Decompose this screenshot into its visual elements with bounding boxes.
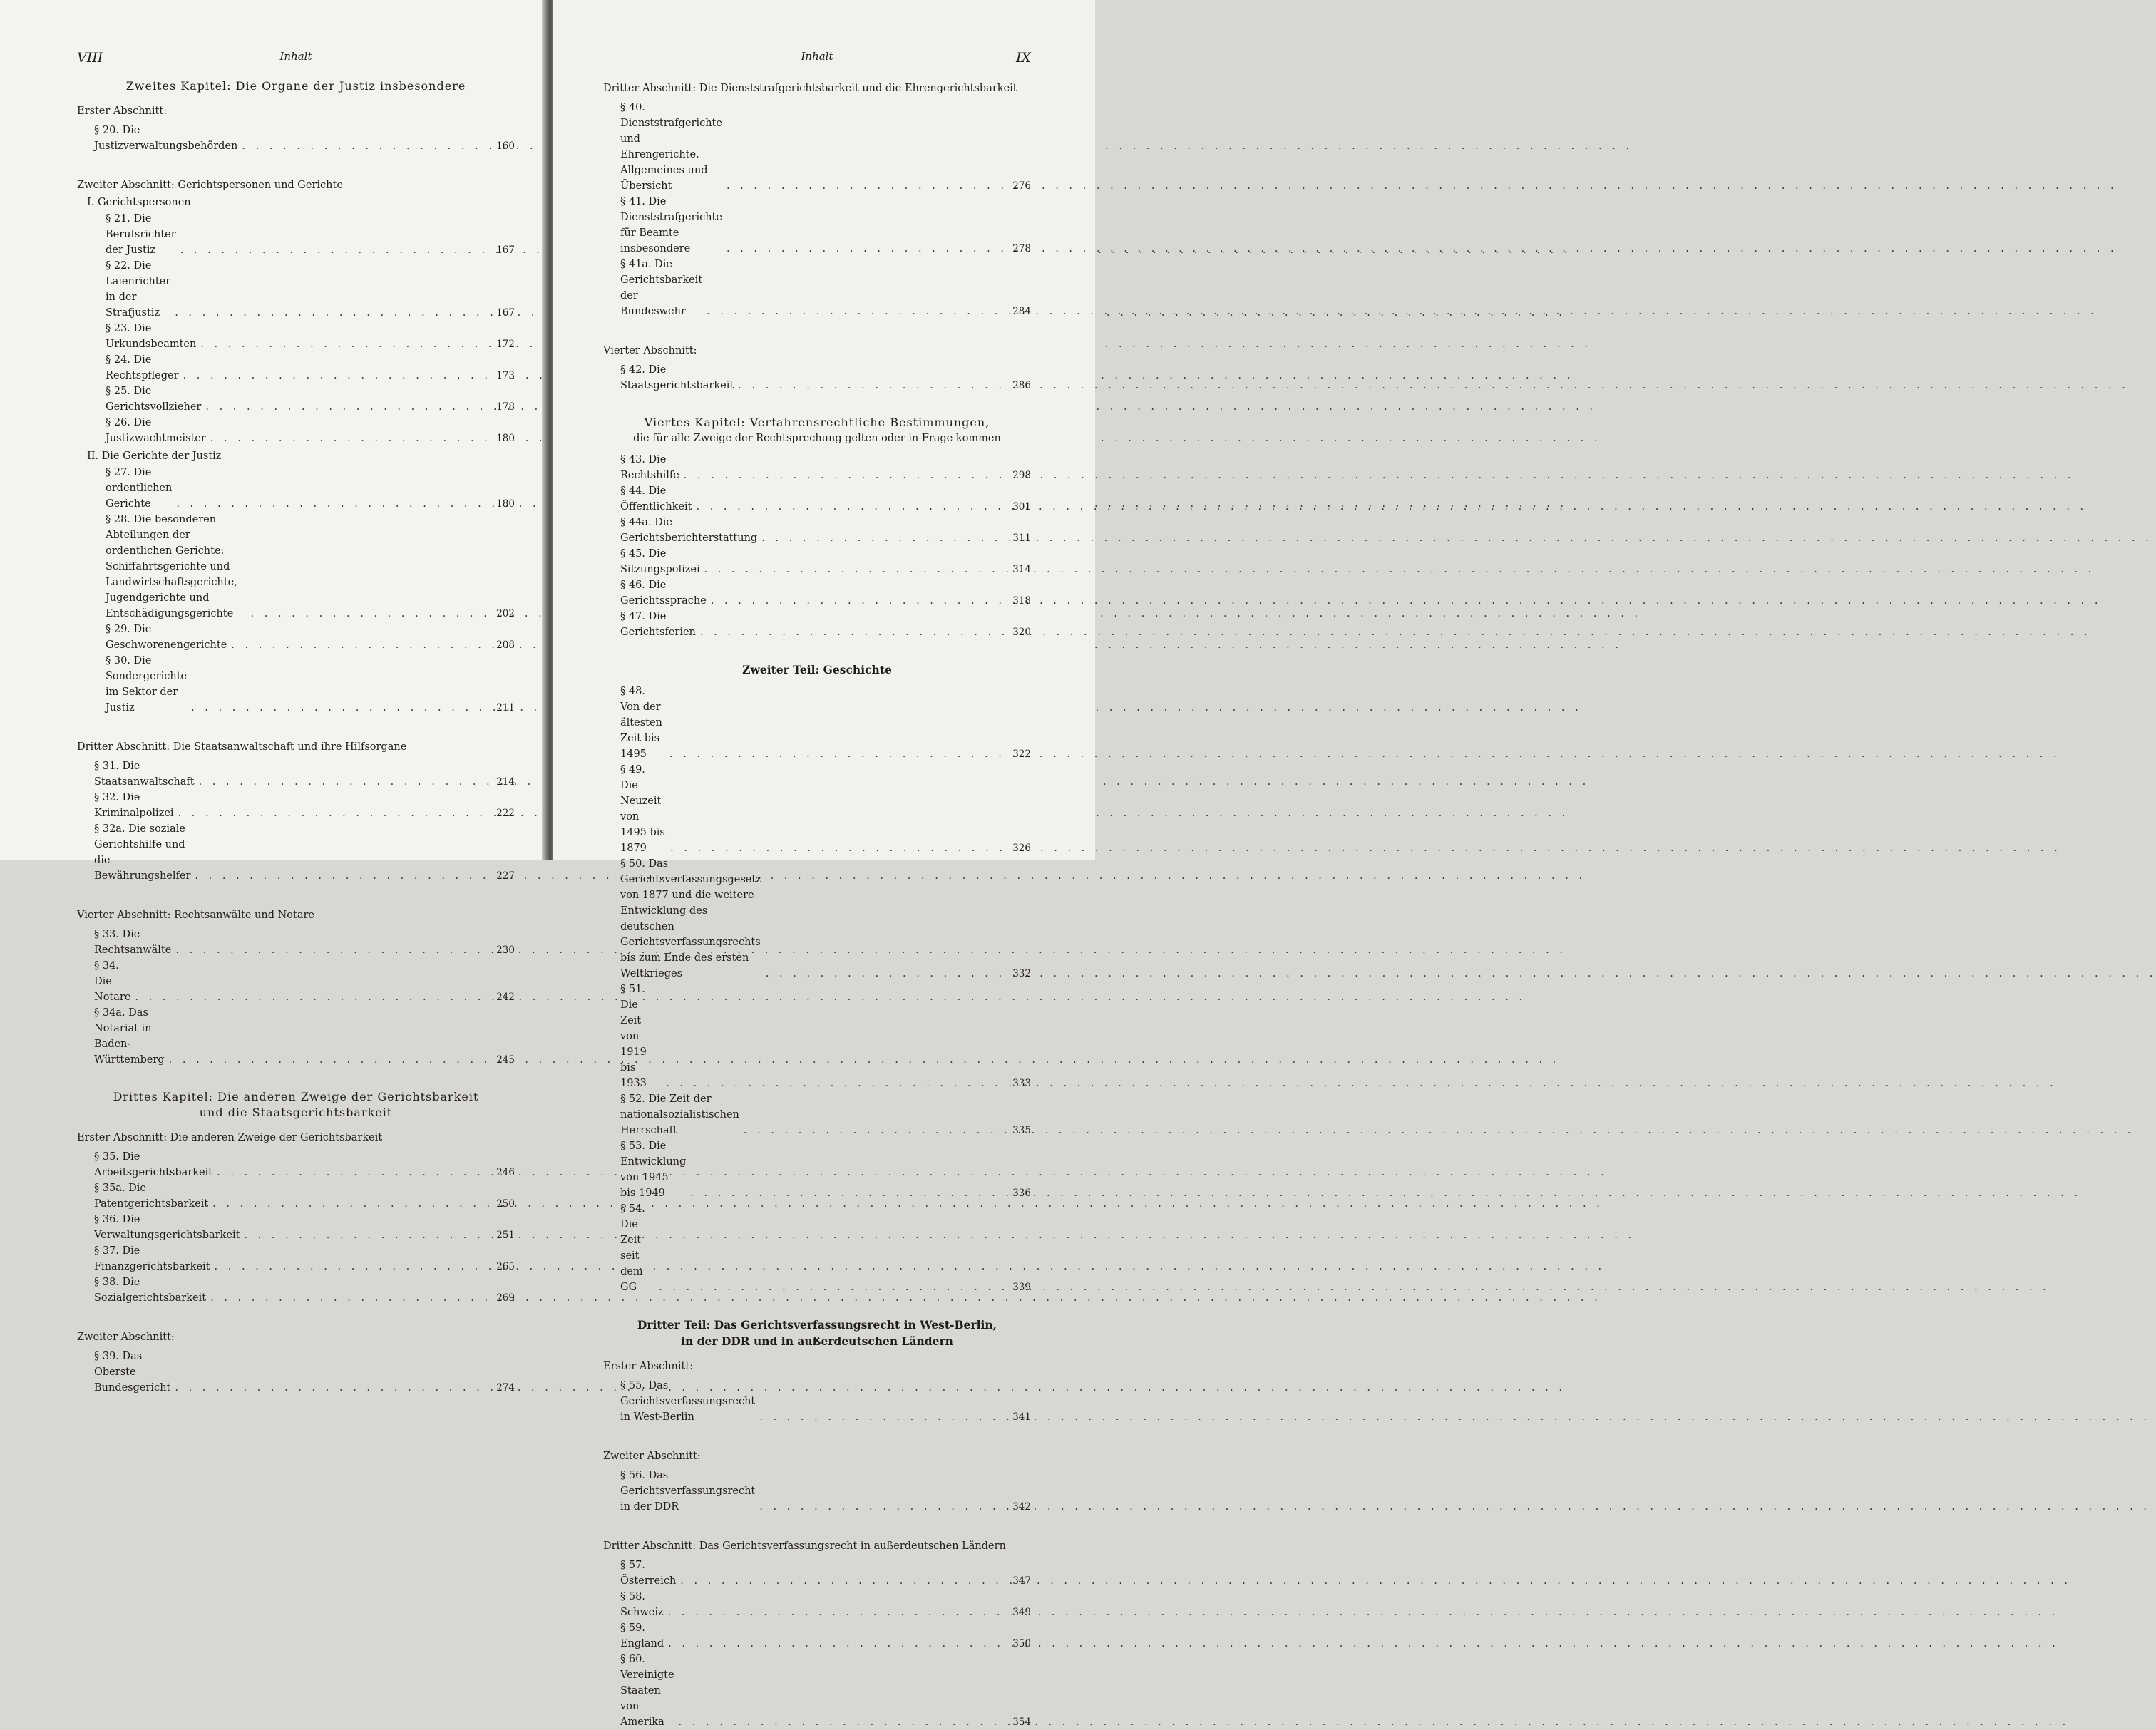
toc-entry-title: § 34. Die Notare: [94, 960, 131, 1003]
toc-entry-title: § 58. Schweiz: [620, 1591, 664, 1618]
toc-entry-title: § 23. Die Urkundsbeamten: [106, 323, 197, 350]
toc-entry-page: 284: [1012, 306, 1031, 317]
section-title: Zweiter Abschnitt:: [77, 1332, 175, 1343]
section-title: Dritter Abschnitt: Die Dienststrafgerichtsbarkeit und die Ehrengerichtsbarkeit: [603, 83, 1017, 94]
toc-entry: [603, 100, 1031, 194]
toc-entry-page: 286: [1012, 380, 1031, 391]
dot-leader: [669, 746, 1005, 762]
toc-entry-page: 172: [496, 339, 515, 350]
dot-leader: [244, 1227, 489, 1243]
toc-entry: [603, 362, 1031, 393]
toc-entry: [77, 321, 515, 352]
dot-leader: [175, 942, 489, 958]
toc-entry: [77, 1005, 515, 1068]
toc-entry-title: § 35. Die Arbeitsgerichtsbarkeit: [94, 1151, 213, 1178]
toc-entry-page: 278: [1012, 243, 1031, 254]
group-title: I. Gerichtspersonen: [87, 197, 191, 208]
toc-entry: [603, 483, 1031, 515]
dot-leader: [183, 368, 489, 383]
toc-entry-page: 208: [496, 639, 515, 651]
dot-leader: [205, 399, 489, 415]
chapter-heading-line: Viertes Kapitel: Verfahrensrechtliche Bestimmungen,: [644, 416, 990, 429]
dot-leader: [711, 593, 1005, 609]
toc-entry-title: § 27. Die ordentlichen Gerichte: [106, 467, 173, 510]
toc-entry-title: § 44. Die Öffentlichkeit: [620, 485, 692, 513]
dot-leader: [178, 805, 489, 821]
section-title: Erster Abschnitt:: [77, 105, 168, 117]
toc-list: [77, 758, 515, 884]
toc-entry-page: 160: [496, 140, 515, 152]
toc-entry-title: § 34a. Das Notariat in Baden-Württemberg: [94, 1007, 165, 1066]
toc-entry: [77, 211, 515, 258]
dot-leader: [175, 305, 489, 321]
dot-leader: [759, 1409, 1005, 1425]
toc-entry-page: 246: [496, 1167, 515, 1178]
toc-entry: [77, 821, 515, 884]
dot-leader: [680, 1573, 1005, 1589]
toc-entry: [603, 1138, 1031, 1201]
toc-entry-page: 173: [496, 370, 515, 381]
toc-entry-title: § 57. Österreich: [620, 1560, 677, 1587]
toc-list: [603, 684, 1031, 1295]
toc-entry-title: § 41. Die Dienststrafgerichte für Beamte insbesondere: [620, 196, 722, 254]
toc-entry: [603, 856, 1031, 982]
toc-entry-title: § 35a. Die Patentgerichtsbarkeit: [94, 1183, 209, 1210]
toc-entry: [603, 1201, 1031, 1295]
toc-entry-page: 167: [496, 244, 515, 256]
running-head: [77, 50, 515, 71]
dot-leader: [210, 431, 489, 446]
dot-leader: [759, 1499, 1005, 1515]
toc-entry-page: 336: [1012, 1188, 1031, 1199]
toc-entry-page: 202: [496, 608, 515, 619]
toc-entry-page: 301: [1012, 501, 1031, 513]
toc-entry-page: 211: [496, 702, 515, 714]
toc-entry: [603, 1378, 1031, 1425]
toc-entry-page: 245: [496, 1054, 515, 1066]
toc-entry-page: 335: [1012, 1125, 1031, 1136]
toc-entry-title: § 39. Das Oberste Bundesgericht: [94, 1351, 171, 1394]
toc-entry-page: 342: [1012, 1501, 1031, 1513]
toc-entry-title: § 31. Die Staatsanwaltschaft: [94, 761, 195, 788]
toc-entry: [77, 352, 515, 383]
toc-entry-page: 350: [1012, 1638, 1031, 1649]
toc-entry: [77, 258, 515, 321]
toc-list: [77, 123, 515, 154]
dot-leader: [668, 1636, 1005, 1652]
toc-entry: [603, 1589, 1031, 1620]
chapter-heading: [603, 415, 1031, 446]
dot-leader: [215, 1259, 489, 1275]
toc-entry: [603, 982, 1031, 1091]
toc-entry-page: 326: [1012, 843, 1031, 854]
toc-entry: [77, 927, 515, 958]
right-page: [553, 0, 1095, 1728]
chapter-heading-line: Drittes Kapitel: Die anderen Zweige der Gerichtsbarkeit: [113, 1090, 479, 1103]
toc-entry-page: 311: [1012, 532, 1031, 544]
toc-entry: [77, 653, 515, 716]
dot-leader: [704, 562, 1005, 577]
chapter-heading: [77, 1089, 515, 1121]
chapter-heading: Zweites Kapitel: Die Organe der Justiz insbesondere: [125, 79, 466, 93]
toc-entry: [77, 1180, 515, 1212]
toc-entry-page: 180: [496, 498, 515, 510]
dot-leader: [251, 606, 490, 622]
toc-entry: [77, 1349, 515, 1396]
toc-list: [77, 927, 515, 1068]
toc-entry: [77, 512, 515, 622]
toc-entry-title: § 41a. Die Gerichtsbarkeit der Bundeswehr: [620, 259, 703, 317]
toc-entry-title: § 59. England: [620, 1622, 664, 1649]
toc-entry: [77, 383, 515, 415]
toc-entry-title: § 44a. Die Gerichtsberichterstattung: [620, 517, 758, 544]
toc-list: [603, 1378, 1031, 1425]
running-title: Inhalt: [801, 50, 833, 63]
toc-entry: [603, 1557, 1031, 1589]
toc-entry-title: § 53. Die Entwicklung von 1945 bis 1949: [620, 1141, 687, 1199]
toc-entry-title: § 32. Die Kriminalpolizei: [94, 792, 174, 819]
toc-entry-title: § 49. Die Neuzeit von 1495 bis 1879: [620, 764, 665, 854]
toc-entry-title: § 45. Die Sitzungspolizei: [620, 548, 700, 575]
toc-entry: [603, 194, 1031, 257]
toc-entry-title: § 40. Dienststrafgerichte und Ehrengerichte. Allgemeines und Übersicht: [620, 102, 722, 192]
section-title: Dritter Abschnitt: Die Staatsanwaltschaft und ihre Hilfsorgane: [77, 741, 407, 753]
dot-leader: [200, 336, 489, 352]
part-heading-line: in der DDR und in außerdeutschen Ländern: [681, 1334, 953, 1348]
dot-leader: [169, 1052, 489, 1068]
toc-entry-page: 250: [496, 1198, 515, 1210]
dot-leader: [175, 1380, 489, 1396]
toc-list: [603, 362, 1031, 393]
toc-entry-title: § 24. Die Rechtspfleger: [106, 354, 179, 381]
dot-leader: [180, 242, 489, 258]
toc-entry-page: 354: [1012, 1716, 1031, 1728]
toc-entry-title: § 33. Die Rechtsanwälte: [94, 929, 172, 956]
dot-leader: [659, 1280, 1005, 1295]
toc-entry-title: § 42. Die Staatsgerichtsbarkeit: [620, 364, 734, 391]
toc-entry-page: 314: [1012, 564, 1031, 575]
toc-entry: [77, 1275, 515, 1306]
part-heading: Zweiter Teil: Geschichte: [742, 663, 892, 676]
toc-list: [77, 211, 515, 446]
toc-entry-title: § 52. Die Zeit der nationalsozialistischen Herrschaft: [620, 1093, 739, 1136]
toc-entry-page: 347: [1012, 1575, 1031, 1587]
toc-entry-title: § 26. Die Justizwachtmeister: [106, 417, 206, 444]
toc-entry: [77, 622, 515, 653]
toc-entry: [603, 577, 1031, 609]
toc-entry-title: § 55. Das Gerichtsverfassungsrecht in West-Berlin: [620, 1380, 756, 1423]
toc-entry-page: 178: [496, 401, 515, 413]
toc-list: [77, 465, 515, 716]
section-title: Erster Abschnitt: Die anderen Zweige der Gerichtsbarkeit: [77, 1132, 383, 1143]
toc-list: [603, 100, 1031, 319]
toc-entry-title: § 43. Die Rechtshilfe: [620, 454, 679, 481]
toc-entry-page: 349: [1012, 1607, 1031, 1618]
dot-leader: [727, 178, 1005, 194]
toc-entry-title: § 28. Die besonderen Abteilungen der ordentlichen Gerichte: Schiffahrtsgerichte und Landwirtschaftsgerichte, Jugendgerichte und Entschädigungsgerichte: [106, 514, 237, 619]
page-number: VIII: [77, 50, 103, 66]
toc-list: [603, 1468, 1031, 1515]
dot-leader: [738, 378, 1005, 393]
toc-entry-title: § 48. Von der ältesten Zeit bis 1495: [620, 686, 662, 760]
dot-leader: [668, 1605, 1005, 1620]
part-heading: [603, 1317, 1031, 1349]
toc-entry: [603, 257, 1031, 319]
toc-entry: [77, 1243, 515, 1275]
toc-entry-title: § 50. Das Gerichtsverfassungsgesetz von 1877 und die weitere Entwicklung des deutschen Gerichtsverfassungsrechts bis zum Ende des ersten Weltkrieges: [620, 858, 761, 979]
toc-entry-page: 276: [1012, 180, 1031, 192]
toc-entry-title: § 25. Die Gerichtsvollzieher: [106, 386, 202, 413]
toc-entry: [77, 465, 515, 512]
dot-leader: [199, 774, 489, 790]
toc-entry: [77, 1149, 515, 1180]
dot-leader: [231, 637, 489, 653]
toc-entry-title: § 20. Die Justizverwaltungsbehörden: [94, 125, 238, 152]
running-head: [603, 50, 1031, 71]
dot-leader: [727, 241, 1005, 257]
dot-leader: [744, 1123, 1005, 1138]
toc-entry-title: § 54. Die Zeit seit dem GG: [620, 1203, 645, 1293]
section-title: Dritter Abschnitt: Das Gerichtsverfassungsrecht in außerdeutschen Ländern: [603, 1540, 1006, 1552]
dot-leader: [176, 496, 489, 512]
toc-entry: [77, 790, 515, 821]
toc-entry-page: 230: [496, 944, 515, 956]
dot-leader: [212, 1196, 489, 1212]
dot-leader: [210, 1290, 489, 1306]
left-page: [0, 0, 548, 1394]
toc-entry-page: 269: [496, 1292, 515, 1304]
toc-entry-title: § 29. Die Geschworenengerichte: [106, 624, 227, 651]
toc-entry: [603, 609, 1031, 640]
toc-entry: [77, 123, 515, 154]
toc-entry-title: § 38. Die Sozialgerichtsbarkeit: [94, 1277, 207, 1304]
toc-entry-page: 341: [1012, 1411, 1031, 1423]
toc-entry: [603, 452, 1031, 483]
toc-entry-page: 265: [496, 1261, 515, 1272]
dot-leader: [195, 868, 489, 884]
toc-entry: [603, 1468, 1031, 1515]
toc-entry-title: § 56. Das Gerichtsverfassungsrecht in der DDR: [620, 1470, 756, 1513]
part-heading-line: Dritter Teil: Das Gerichtsverfassungsrecht in West-Berlin,: [637, 1318, 997, 1332]
toc-entry-title: § 60. Vereinigte Staaten von Amerika: [620, 1654, 674, 1728]
toc-list: [603, 1557, 1031, 1730]
toc-entry: [77, 758, 515, 790]
dot-leader: [684, 468, 1005, 483]
toc-entry: [603, 515, 1031, 546]
section-title: Vierter Abschnitt: Rechtsanwälte und Notare: [77, 910, 314, 921]
toc-entry-page: 322: [1012, 748, 1031, 760]
dot-leader: [679, 1714, 1005, 1730]
toc-entry-page: 167: [496, 307, 515, 319]
toc-entry: [603, 1620, 1031, 1652]
toc-entry-page: 333: [1012, 1078, 1031, 1089]
toc-entry-page: 318: [1012, 595, 1031, 607]
toc-entry-page: 332: [1012, 968, 1031, 979]
running-title: Inhalt: [279, 50, 312, 63]
toc-entry: [77, 958, 515, 1005]
page-number: IX: [1015, 50, 1031, 66]
dot-leader: [242, 138, 489, 154]
toc-entry: [603, 762, 1031, 856]
toc-entry: [603, 546, 1031, 577]
dot-leader: [191, 700, 489, 716]
toc-entry-page: 227: [496, 870, 515, 882]
toc-entry: [603, 684, 1031, 762]
dot-leader: [697, 499, 1006, 515]
section-title: Vierter Abschnitt:: [603, 345, 697, 356]
dot-leader: [135, 989, 489, 1005]
section-title: Erster Abschnitt:: [603, 1361, 694, 1372]
toc-entry-page: 242: [496, 992, 515, 1003]
toc-entry-title: § 21. Die Berufsrichter der Justiz: [106, 213, 176, 256]
dot-leader: [707, 304, 1005, 319]
toc-entry-title: § 32a. Die soziale Gerichtshilfe und die Bewährungshelfer: [94, 823, 191, 882]
toc-entry-page: 320: [1012, 627, 1031, 638]
toc-entry-title: § 36. Die Verwaltungsgerichtsbarkeit: [94, 1214, 240, 1241]
toc-entry-title: § 30. Die Sondergerichte im Sektor der Justiz: [106, 655, 188, 714]
dot-leader: [670, 840, 1005, 856]
toc-entry-page: 222: [496, 808, 515, 819]
chapter-heading-line: die für alle Zweige der Rechtsprechung gelten oder in Frage kommen: [633, 433, 1001, 444]
toc-entry-title: § 37. Die Finanzgerichtsbarkeit: [94, 1245, 210, 1272]
dot-leader: [766, 966, 1005, 982]
group-title: II. Die Gerichte der Justiz: [87, 450, 222, 462]
toc-entry: [77, 1212, 515, 1243]
toc-entry: [603, 1652, 1031, 1730]
toc-entry-title: § 22. Die Laienrichter in der Strafjustiz: [106, 260, 171, 319]
toc-list: [77, 1149, 515, 1306]
toc-list: [603, 452, 1031, 640]
toc-entry-page: 339: [1012, 1282, 1031, 1293]
dot-leader: [217, 1165, 489, 1180]
dot-leader: [700, 624, 1005, 640]
dot-leader: [666, 1076, 1005, 1091]
toc-entry-page: 298: [1012, 470, 1031, 481]
toc-entry-title: § 51. Die Zeit von 1919 bis 1933: [620, 984, 647, 1089]
section-title: Zweiter Abschnitt: Gerichtspersonen und Gerichte: [77, 180, 343, 191]
toc-entry-title: § 47. Die Gerichtsferien: [620, 611, 696, 638]
toc-entry-page: 180: [496, 433, 515, 444]
toc-entry: [77, 415, 515, 446]
toc-entry-page: 274: [496, 1382, 515, 1394]
toc-list: [77, 1349, 515, 1396]
section-title: Zweiter Abschnitt:: [603, 1451, 701, 1462]
dot-leader: [690, 1185, 1005, 1201]
chapter-heading-line: und die Staatsgerichtsbarkeit: [199, 1106, 393, 1119]
toc-entry: [603, 1091, 1031, 1138]
toc-entry-title: § 46. Die Gerichtssprache: [620, 580, 707, 607]
toc-entry-page: 214: [496, 776, 515, 788]
toc-entry-page: 251: [496, 1230, 515, 1241]
dot-leader: [761, 530, 1005, 546]
